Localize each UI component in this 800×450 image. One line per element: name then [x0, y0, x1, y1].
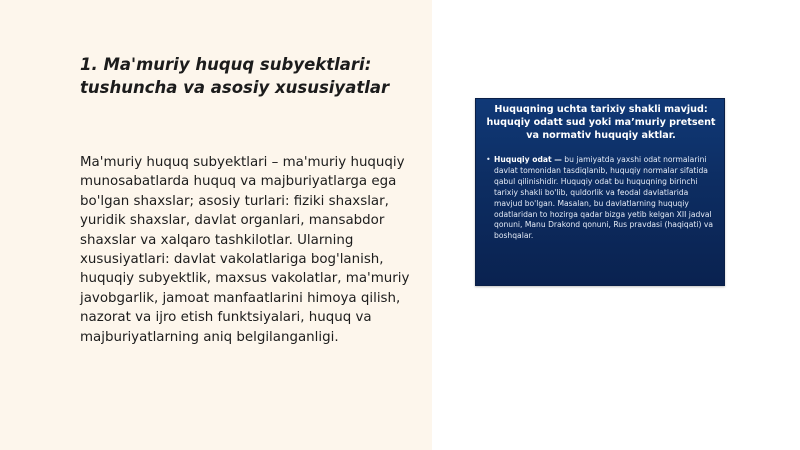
bullet-icon: • [486, 155, 491, 164]
embedded-slide-heading: Huquqning uchta tarixiy shakli mavjud: huquqiy odatt sud yoki ma’muriy pretsent va normativ huquqiy aktlar. [486, 104, 716, 141]
bullet-item-text [486, 155, 718, 242]
embedded-slide-image [475, 98, 725, 286]
slide-body-text: Ma'muriy huquq subyektlari – ma'muriy huquqiy munosabatlarda huquq va majburiyatlarga ega bo'lgan shaxslar; asosiy turlari: fiziki shaxslar, yuridik shaxslar, davlat organlari, mansabdor shaxslar va xalqaro tashkilotlar. Ularning xususiyatlari: davlat vakolatlariga bog'lanish, huquqiy subyektlik, maxsus vakolatlar, ma'muriy javobgarlik, jamoat manfaatlarini himoya qilish, nazorat va ijro etish funktsiyalari, huquq va majburiyatlarning aniq belgilanganligi. [80, 155, 410, 345]
bullet-item-term: Huquqiy odat — [494, 155, 562, 164]
slide-title: 1. Ma'muriy huquq subyektlari: tushuncha va asosiy xususiyatlar [80, 55, 390, 97]
bullet-item-description: bu jamiyatda yaxshi odat normalarini davlat tomonidan tasdiqlanib, huquqiy normalar sifatida qabul qilinishidir. Huquqiy odat bu huquqning birinchi tarixiy shakli bo'lib, quldorlik va feodal davlatlarida mavjud bo'lgan. Masalan, bu davlatlarning huquqiy odatlaridan to hozirga qadar bizga yetib kelgan XII jadval qonuni, Manu Drakond qonuni, Rus pravdasi (haqiqati) va boshqalar. [494, 155, 713, 241]
embedded-slide-bullet-item [486, 155, 718, 242]
